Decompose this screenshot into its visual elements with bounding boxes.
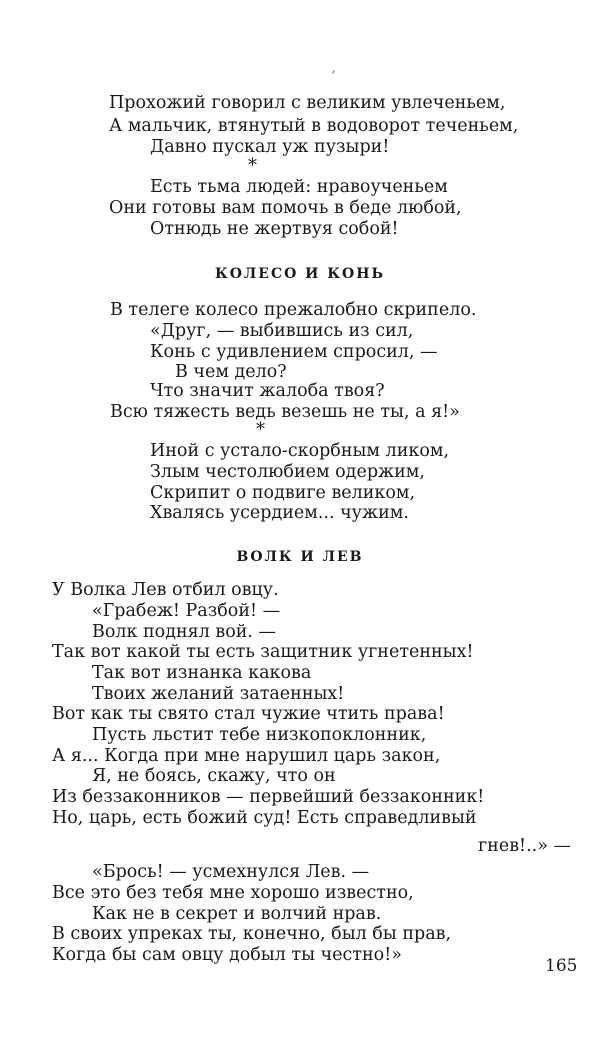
poem3-line: Но, царь, есть божий суд! Есть справедливый bbox=[52, 808, 477, 828]
poem3-line: У Волка Лев отбил овцу. bbox=[52, 580, 279, 600]
poem3-line: Как не в секрет и волчий нрав. bbox=[92, 904, 382, 924]
poem2-moral-line: Хвалясь усердием... чужим. bbox=[150, 503, 409, 523]
poem3-title: ВОЛК И ЛЕВ bbox=[236, 549, 364, 565]
poem3-line: Из беззаконников — первейший беззаконник! bbox=[52, 787, 485, 807]
ink-mark bbox=[332, 70, 335, 74]
poem2-line: В телеге колесо прежалобно скрипело. bbox=[110, 300, 477, 320]
poem2-moral-line: Злым честолюбием одержим, bbox=[150, 462, 425, 482]
poem2-moral-line: Иной с устало-скорбным ликом, bbox=[150, 441, 450, 461]
page-number: 165 bbox=[545, 956, 578, 976]
poem3-line: Так вот какой ты есть защитник угнетенных! bbox=[52, 642, 474, 662]
poem3-line: «Грабеж! Разбой! — bbox=[92, 601, 281, 621]
poem3-line: Все это без тебя мне хорошо известно, bbox=[52, 883, 414, 903]
poem3-line-continuation: гнев!..» — bbox=[478, 836, 571, 856]
poem1-line: Прохожий говорил с великим увлеченьем, bbox=[109, 93, 506, 113]
poem2-line: «Друг, — выбившись из сил, bbox=[150, 321, 414, 341]
poem1-moral-line: Они готовы вам помочь в беде любой, bbox=[109, 198, 462, 218]
poem2-line: Что значит жалоба твоя? bbox=[150, 381, 385, 401]
section-separator: * bbox=[256, 419, 265, 440]
poem1-moral-line: Отнюдь не жертвуя собой! bbox=[150, 219, 399, 239]
poem1-line: А мальчик, втянутый в водоворот теченьем, bbox=[109, 116, 519, 136]
poem2-moral-line: Скрипит о подвиге великом, bbox=[150, 483, 416, 503]
poem3-line: Вот как ты свято стал чужие чтить права! bbox=[52, 704, 445, 724]
poem1-moral-line: Есть тьма людей: нравоученьем bbox=[150, 177, 448, 197]
poem3-line: Волк поднял вой. — bbox=[92, 622, 277, 642]
poem3-line: Пусть льстит тебе низкопоклонник, bbox=[92, 725, 427, 745]
poem3-line: Я, не боясь, скажу, что он bbox=[92, 766, 336, 786]
poem3-line: А я... Когда при мне нарушил царь закон, bbox=[52, 746, 441, 766]
poem2-line: В чем дело? bbox=[175, 362, 287, 382]
poem2-line: Конь с удивлением спросил, — bbox=[150, 342, 438, 362]
poem1-line: Давно пускал уж пузыри! bbox=[150, 137, 390, 157]
poem3-line: Твоих желаний затаенных! bbox=[92, 684, 345, 704]
poem2-line: Всю тяжесть ведь везешь не ты, а я!» bbox=[110, 402, 460, 422]
poem2-title: КОЛЕСО И КОНЬ bbox=[214, 266, 385, 282]
poem3-line: Когда бы сам овцу добыл ты честно!» bbox=[52, 945, 402, 965]
poem3-line: В своих упреках ты, конечно, был бы прав, bbox=[52, 924, 452, 944]
poem3-line: «Брось! — усмехнулся Лев. — bbox=[92, 862, 370, 882]
section-separator: * bbox=[248, 155, 257, 176]
poem3-line: Так вот изнанка какова bbox=[92, 663, 312, 683]
